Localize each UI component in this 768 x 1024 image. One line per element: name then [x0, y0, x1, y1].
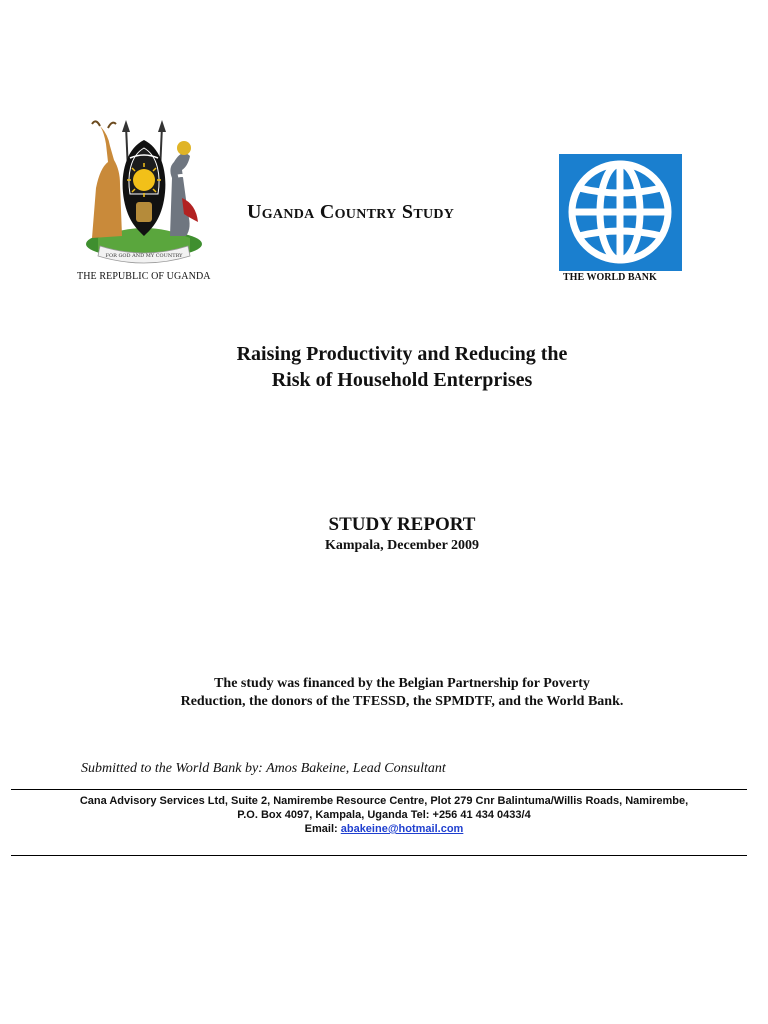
uganda-coat-of-arms-icon [78, 118, 210, 268]
submitted-by-line: Submitted to the World Bank by: Amos Bakeine, Lead Consultant [81, 761, 446, 776]
main-title-line-2: Risk of Household Enterprises [271, 369, 533, 391]
country-study-title: Uganda Country Study [247, 201, 455, 223]
svg-text:FOR GOD AND MY COUNTRY: FOR GOD AND MY COUNTRY [105, 253, 183, 259]
financing-line-1: The study was financed by the Belgian Partnership for Poverty [214, 676, 590, 691]
contact-po-box-line: P.O. Box 4097, Kampala, Uganda Tel: +256 41 434 0433/4 [237, 809, 531, 821]
contact-block [0, 794, 768, 836]
main-title-line-1: Raising Productivity and Reducing the [236, 343, 568, 365]
report-main-title [0, 341, 768, 393]
contact-address-line: Cana Advisory Services Ltd, Suite 2, Namirembe Resource Centre, Plot 279 Cnr Balintuma/Willis Roads, Namirembe, [79, 795, 689, 807]
email-label: Email: [304, 823, 341, 835]
financing-line-2: Reduction, the donors of the TFESSD, the SPMDTF, and the World Bank. [180, 694, 624, 709]
republic-of-uganda-caption: THE REPUBLIC OF UGANDA [77, 271, 211, 282]
financing-note [0, 675, 768, 711]
study-report-heading: STUDY REPORT [328, 514, 476, 535]
world-bank-globe-icon [559, 154, 682, 271]
world-bank-caption: THE WORLD BANK [563, 272, 657, 283]
report-place-date: Kampala, December 2009 [324, 538, 480, 553]
contact-email-line [0, 822, 768, 836]
top-divider [11, 789, 747, 790]
email-link[interactable]: abakeine@hotmail.com [340, 823, 464, 835]
bottom-divider [11, 855, 747, 856]
